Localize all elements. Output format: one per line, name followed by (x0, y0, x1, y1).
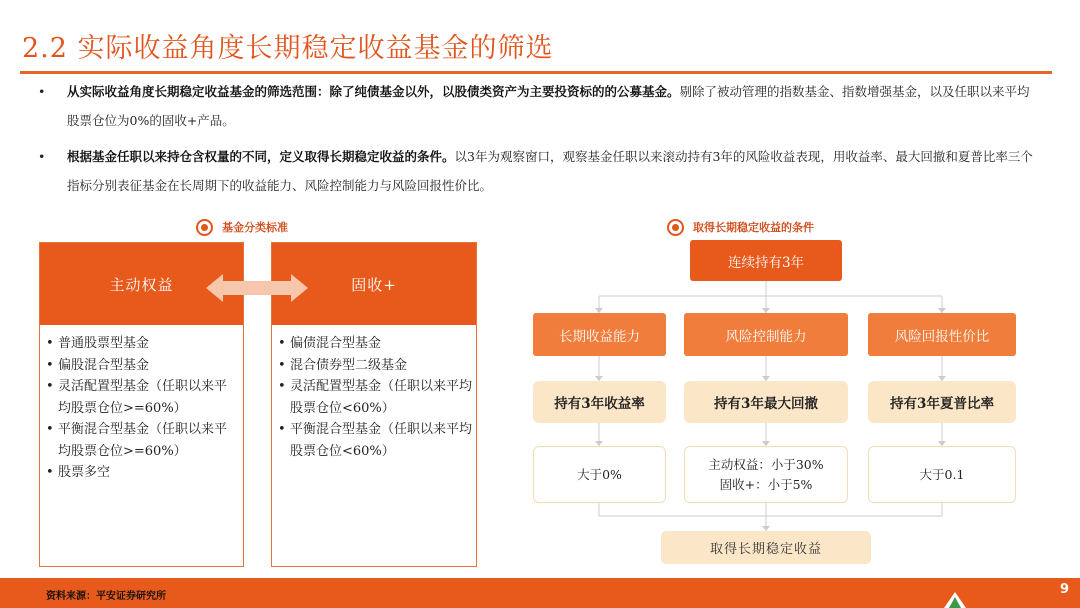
flow-node-ability: 长期收益能力 (533, 313, 666, 356)
flow-node-metric: 持有3年夏普比率 (868, 381, 1016, 423)
condition-line: 固收+：小于5% (719, 476, 813, 492)
flow-node-result: 取得长期稳定收益 (661, 531, 871, 564)
bullet-scope-text (67, 77, 1038, 135)
flow-node-ability: 风险回报性价比 (868, 313, 1016, 356)
bullet-condition-text (67, 142, 1038, 200)
page-number: 9 (1060, 582, 1070, 597)
list-item: • 灵活配置型基金（任职以来平均股票仓位<60%） (278, 376, 472, 419)
list-item: • 平衡混合型基金（任职以来平均股票仓位>=60%） (46, 419, 239, 462)
flow-node-metric: 持有3年收益率 (533, 381, 666, 423)
target-icon (196, 219, 213, 236)
condition-line: 主动权益：小于30% (708, 456, 824, 472)
flow-node-hold-3y: 连续持有3年 (690, 240, 842, 281)
list-item: • 平衡混合型基金（任职以来平均股票仓位<60%） (278, 419, 472, 462)
title-divider (20, 71, 1052, 74)
category-list (40, 325, 243, 484)
condition-line: 大于0.1 (919, 466, 965, 482)
category-list (272, 325, 476, 462)
list-item: • 灵活配置型基金（任职以来平均股票仓位>=60%） (46, 376, 239, 419)
flow-node-condition (533, 446, 666, 503)
double-arrow-icon (206, 273, 308, 303)
category-title: 主动权益 (40, 243, 243, 325)
target-icon (667, 219, 684, 236)
bullet-scope (38, 77, 1038, 135)
list-item: • 普通股票型基金 (46, 333, 239, 355)
flow-node-metric: 持有3年最大回撤 (684, 381, 848, 423)
section-heading-classification (196, 217, 288, 237)
bullet-scope-detail: 剔除了被动管理的指数基金、指数增强基金，以及任职以来平均股票仓位为0%的固收+产品。 (67, 84, 1030, 128)
flow-node-ability: 风险控制能力 (684, 313, 848, 356)
section-heading-text: 基金分类标准 (222, 221, 288, 234)
list-item: • 偏股混合型基金 (46, 355, 239, 377)
section-heading-conditions (667, 217, 814, 237)
list-item: • 偏债混合型基金 (278, 333, 472, 355)
category-title: 固收+ (272, 243, 476, 325)
bullet-scope-bold: 从实际收益角度长期稳定收益基金的筛选范围：除了纯债基金以外，以股债类资产为主要投资标的的公募基金。 (67, 84, 680, 99)
section-heading-text: 取得长期稳定收益的条件 (693, 221, 814, 234)
bullet-condition-detail: 以3年为观察窗口，观察基金任职以来滚动持有3年的风险收益表现，用收益率、最大回撤和夏普比率三个指标分别表征基金在长周期下的收益能力、风险控制能力与风险回报性价比。 (67, 149, 1033, 193)
source-note: 资料来源：平安证券研究所 (46, 591, 166, 602)
bullet-condition-bold: 根据基金任职以来持仓含权量的不同，定义取得长期稳定收益的条件。 (67, 149, 455, 164)
page-title: 2.2 实际收益角度长期稳定收益基金的筛选 (22, 33, 554, 64)
flow-node-condition (868, 446, 1016, 503)
list-item: • 股票多空 (46, 462, 239, 484)
bullet-marker: • (38, 149, 46, 164)
list-item: • 混合债券型二级基金 (278, 355, 472, 377)
bullet-condition (38, 142, 1038, 200)
flow-node-condition (684, 446, 848, 503)
condition-line: 大于0% (577, 466, 622, 482)
bullet-marker: • (38, 84, 46, 99)
logo-icon (944, 592, 966, 608)
